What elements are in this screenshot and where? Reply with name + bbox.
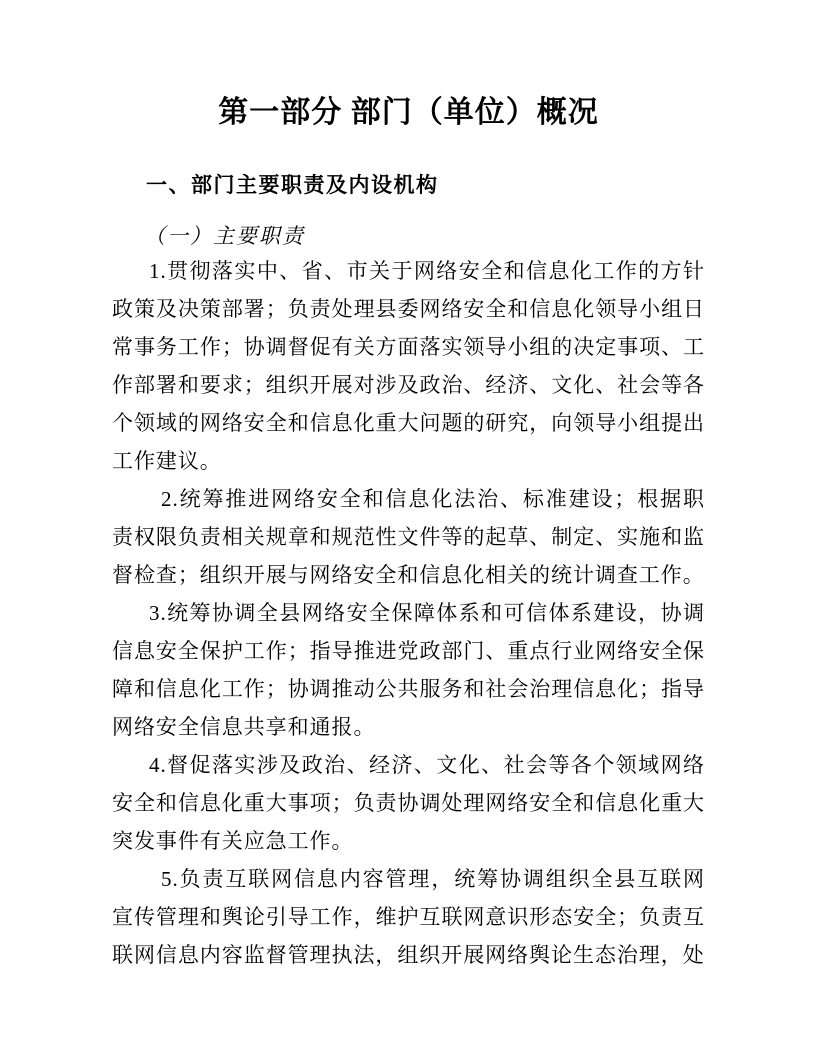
paragraph-duty-1: 1.贯彻落实中、省、市关于网络安全和信息化工作的方针政策及决策部署；负责处理县委网络安全和信息化领导小组日常事务工作；协调督促有关方面落实领导小组的决定事项、工作部署和要求；组织开展对涉及政治、经济、文化、社会等各个领域的网络安全和信息化重大问题的研究，向领导小组提出工作建议。 xyxy=(112,259,705,473)
section-heading: 一、部门主要职责及内设机构 xyxy=(146,174,439,197)
document-title: 第一部分 部门（单位）概况 xyxy=(218,96,599,129)
sub-heading: （一）主要职责 xyxy=(144,224,305,248)
body-text xyxy=(112,252,705,974)
paragraph-duty-3: 3.统筹协调全县网络安全保障体系和可信体系建设，协调信息安全保护工作；指导推进党政部门、重点行业网络安全保障和信息化工作；协调推动公共服务和社会治理信息化；指导网络安全信息共享和通报。 xyxy=(112,601,705,739)
paragraph-duty-4: 4.督促落实涉及政治、经济、文化、社会等各个领域网络安全和信息化重大事项；负责协调处理网络安全和信息化重大突发事件有关应急工作。 xyxy=(112,753,705,853)
paragraph-duty-2: 2.统筹推进网络安全和信息化法治、标准建设；根据职责权限负责相关规章和规范性文件等的起草、制定、实施和监督检查；组织开展与网络安全和信息化相关的统计调查工作。 xyxy=(112,487,705,587)
paragraph-duty-5: 5.负责互联网信息内容管理，统筹协调组织全县互联网宣传管理和舆论引导工作，维护互联网意识形态安全；负责互联网信息内容监督管理执法，组织开展网络舆论生态治理，处 xyxy=(112,867,705,967)
